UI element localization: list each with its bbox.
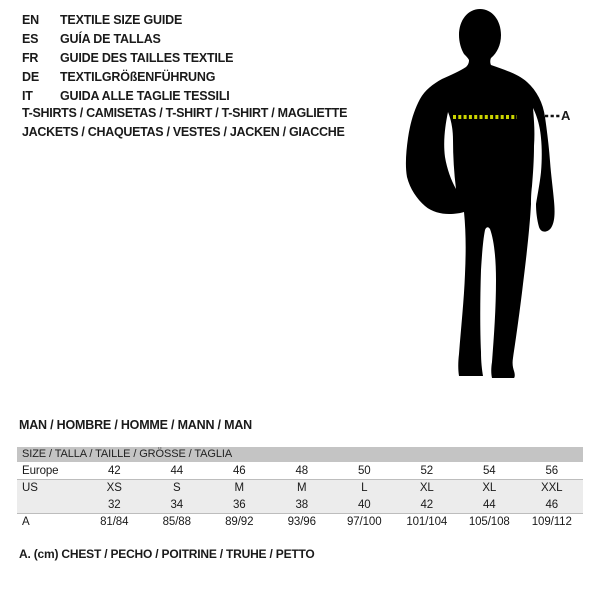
language-row-de	[22, 67, 233, 86]
language-code: FR	[22, 50, 39, 65]
table-cell: 36	[232, 498, 246, 511]
man-silhouette-svg	[395, 0, 600, 400]
table-cell: 105/108	[468, 516, 510, 528]
table-cell: 85/88	[162, 516, 191, 528]
category-line-tshirts: T-SHIRTS / CAMISETAS / T-SHIRT / T-SHIRT / MAGLIETTE	[22, 106, 348, 120]
table-cell: 42	[107, 464, 121, 477]
table-row-europe	[17, 462, 583, 479]
category-lines	[22, 104, 347, 142]
table-row-unlabeled-sizes	[17, 496, 583, 513]
table-cell: 109/112	[531, 516, 572, 528]
table-cell: 89/92	[225, 516, 254, 528]
language-row-fr	[22, 48, 233, 67]
table-cell: 40	[357, 498, 371, 511]
table-cell: 52	[420, 464, 434, 477]
table-cell: 93/96	[287, 516, 316, 528]
row-label: Europe	[22, 464, 59, 477]
table-cell: 38	[295, 498, 309, 511]
table-cell: XS	[106, 482, 122, 494]
table-cell: XL	[482, 482, 497, 494]
table-cell: XXL	[541, 482, 563, 494]
language-label: GUÍA DE TALLAS	[60, 31, 161, 46]
language-code: DE	[22, 69, 39, 84]
table-cell: 46	[232, 464, 246, 477]
table-cell: 56	[545, 464, 559, 477]
table-cell: 97/100	[346, 516, 382, 528]
table-cell: 34	[170, 498, 184, 511]
table-cell: 32	[107, 498, 121, 511]
language-label: TEXTILGRÖßENFÜHRUNG	[60, 69, 216, 84]
table-cell: 46	[545, 498, 559, 511]
section-title-man: MAN / HOMBRE / HOMME / MANN / MAN	[19, 418, 252, 432]
table-cell: 50	[357, 464, 371, 477]
language-code: EN	[22, 12, 39, 27]
size-table	[17, 447, 583, 530]
language-label: GUIDA ALLE TAGLIE TESSILI	[60, 88, 230, 103]
row-label: A	[22, 516, 30, 528]
table-cell: 42	[420, 498, 434, 511]
table-cell: M	[234, 482, 244, 494]
row-label: US	[22, 482, 38, 494]
measurement-label-a: A	[561, 108, 571, 123]
table-cell: S	[172, 482, 181, 494]
man-silhouette-path	[406, 9, 555, 378]
table-cell: L	[361, 482, 368, 494]
language-label: GUIDE DES TAILLES TEXTILE	[60, 50, 234, 65]
table-row-us	[17, 479, 583, 496]
table-cell: 81/84	[100, 516, 129, 528]
category-line-jackets: JACKETS / CHAQUETAS / VESTES / JACKEN / GIACCHE	[22, 125, 345, 139]
language-row-en	[22, 10, 233, 29]
table-cell: 44	[482, 498, 496, 511]
size-table-header: SIZE / TALLA / TAILLE / GRÖSSE / TAGLIA	[17, 447, 583, 462]
table-cell: 48	[295, 464, 309, 477]
table-row-a-chest	[17, 513, 583, 530]
footnote-chest-measure: A. (cm) CHEST / PECHO / POITRINE / TRUHE / PETTO	[19, 547, 315, 561]
language-row-it	[22, 86, 233, 105]
man-silhouette	[395, 0, 600, 400]
language-list	[22, 10, 233, 105]
language-code: IT	[22, 88, 33, 103]
table-cell: 101/104	[406, 516, 448, 528]
language-code: ES	[22, 31, 39, 46]
table-cell: 44	[170, 464, 184, 477]
table-cell: 54	[482, 464, 496, 477]
language-label: TEXTILE SIZE GUIDE	[60, 12, 183, 27]
language-row-es	[22, 29, 233, 48]
table-cell: XL	[419, 482, 434, 494]
table-cell: M	[297, 482, 307, 494]
